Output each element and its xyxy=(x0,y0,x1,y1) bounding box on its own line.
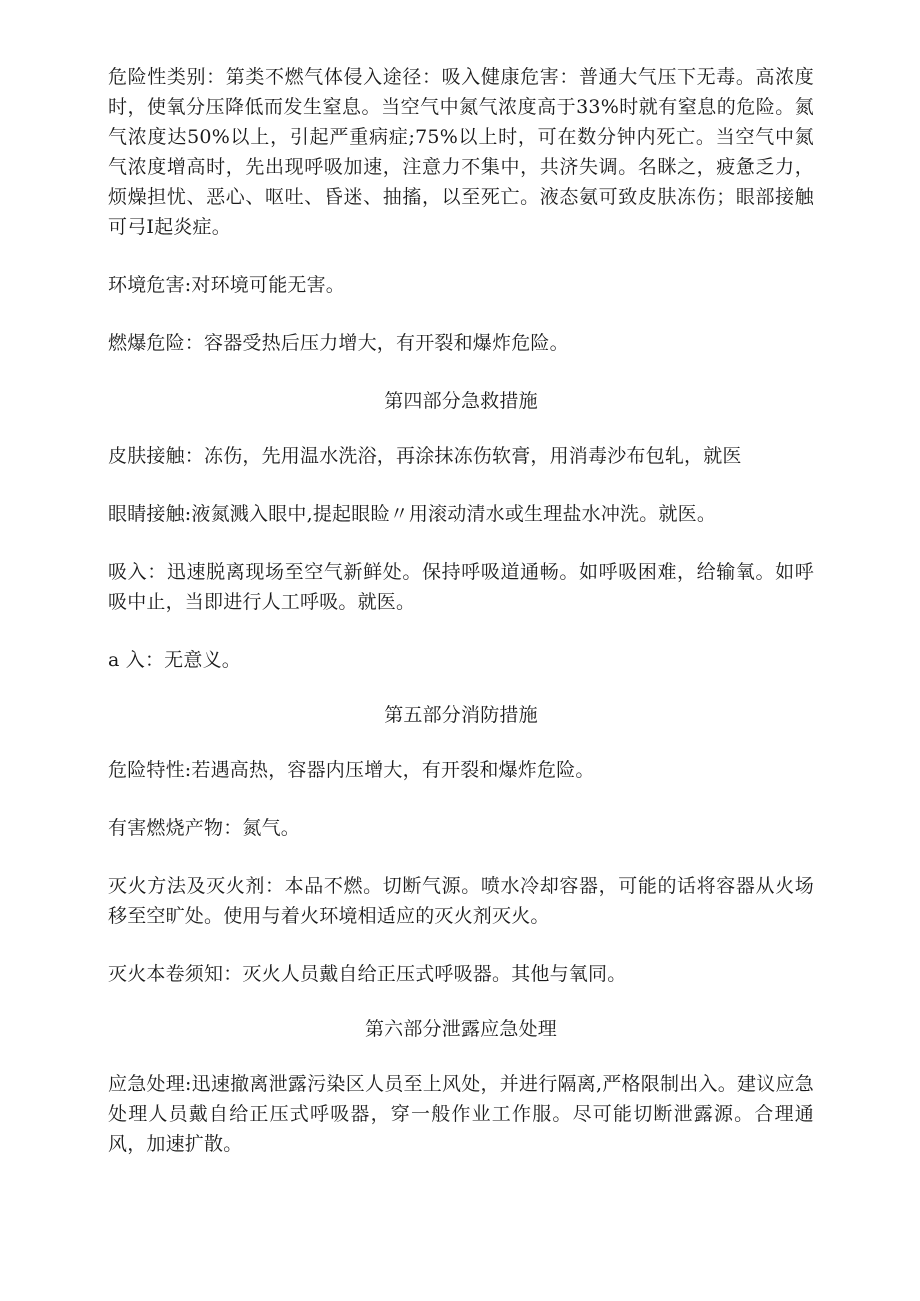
fire-hazard-paragraph: 危险特性:若遇高热，容器内压增大，有开裂和爆炸危险。 xyxy=(108,759,595,781)
emergency-response-paragraph: 应急处理:迅速撤离泄露污染区人员至上风处，并进行隔离,严格限制出入。建议应急处理人员戴自给正压式呼吸器，穿一般作业工作服。尽可能切断泄露源。合理通风，加速扩散。 xyxy=(108,1073,814,1155)
ingestion-paragraph: a 入：无意义。 xyxy=(108,649,241,671)
skin-contact-paragraph: 皮肤接触：冻伤，先用温水洗浴，再涂抹冻伤软膏，用消毒沙布包轧，就医 xyxy=(108,445,742,467)
section-5-heading: 第五部分消防措施 xyxy=(384,704,538,726)
extinguishing-paragraph: 灭火方法及灭火剂：本品不燃。切断气源。喷水冷却容器，可能的话将容器从火场移至空旷处。使用与着火环境相适应的灭火剂灭火。 xyxy=(108,875,814,927)
hazard-category-paragraph: 危险性类别：第类不燃气体侵入途径：吸入健康危害：普通大气压下无毒。高浓度时，使氧分压降低而发生窒息。当空气中氮气浓度高于33%时就有窒息的危险。氮气浓度达50%以上，引起严重病症;75%以上时，可在数分钟内死亡。当空气中氮气浓度增高时，先出现呼吸加速，注意力不集中，共济失调。名眯之，疲惫乏力，烦燥担忧、恶心、呕吐、昏迷、抽搐，以至死亡。液态氨可致皮肤冻伤；眼部接触可弓I起炎症。 xyxy=(108,66,814,238)
combustion-products-paragraph: 有害燃烧产物：氮气。 xyxy=(108,817,301,839)
inhalation-paragraph: 吸入：迅速脱离现场至空气新鲜处。保持呼吸道通畅。如呼吸困难，给输氧。如呼吸中止，当即进行人工呼吸。就医。 xyxy=(108,561,814,613)
firefighting-notes-paragraph: 灭火本卷须知：灭火人员戴自给正压式呼吸器。其他与氧同。 xyxy=(108,963,627,985)
eye-contact-paragraph: 眼睛接触:液氮溅入眼中,提起眼睑〃用滚动清水或生理盐水冲洗。就医。 xyxy=(108,503,717,525)
section-6-heading: 第六部分泄露应急处理 xyxy=(364,1018,557,1040)
document-page xyxy=(108,62,814,1159)
environmental-hazard-paragraph: 环境危害:对环境可能无害。 xyxy=(108,274,346,296)
section-4-heading: 第四部分急救措施 xyxy=(384,390,538,412)
explosion-hazard-paragraph: 燃爆危险：容器受热后压力增大，有开裂和爆炸危险。 xyxy=(108,332,569,354)
